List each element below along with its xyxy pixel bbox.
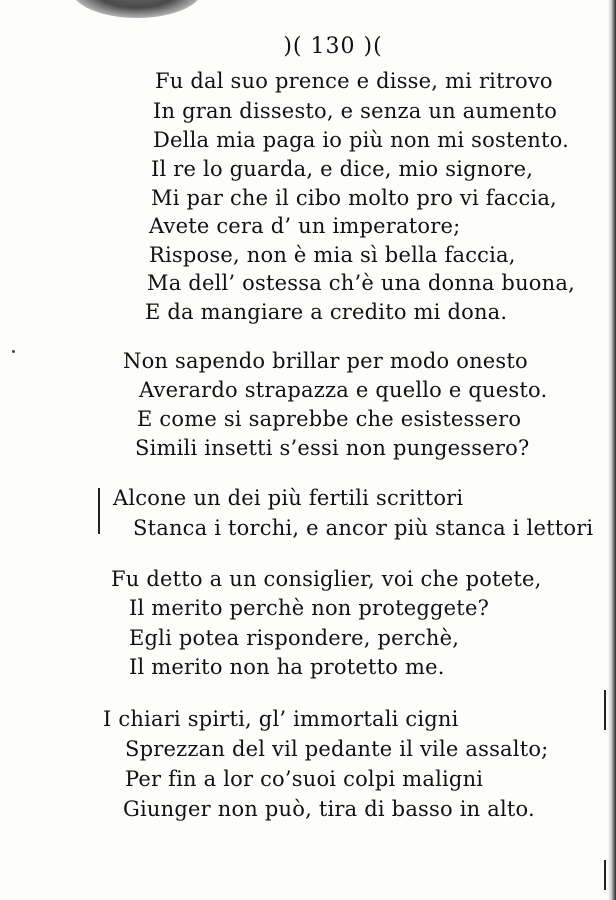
poem-line: Stanca i torchi, e ancor più stanca i lettori	[133, 516, 594, 540]
poem-line: Giunger non può, tira di basso in alto.	[123, 797, 535, 821]
poem-line: Avete cera d’ un imperatore;	[149, 214, 461, 238]
page-edge-shadow	[608, 0, 616, 900]
poem-line: Della mia paga io più non mi sostento.	[153, 128, 569, 152]
poem-line: Simili insetti s’essi non pungessero?	[135, 436, 530, 460]
poem-line: Il merito non ha protetto me.	[129, 655, 445, 679]
poem-line: E da mangiare a credito mi dona.	[145, 300, 508, 324]
page-number: )( 130 )(	[283, 34, 383, 59]
poem-line: I chiari spirti, gl’ immortali cigni	[103, 707, 459, 731]
poem-line: Fu detto a un consiglier, voi che potete,	[111, 567, 542, 591]
poem-line: E come si saprebbe che esistessero	[137, 407, 522, 431]
margin-mark	[604, 860, 606, 890]
library-stamp-mark	[72, 0, 202, 18]
poem-line: Averardo strapazza e quello e questo.	[139, 378, 548, 402]
poem-line: In gran dissesto, e senza un aumento	[153, 99, 558, 123]
poem-line: Alcone un dei più fertili scrittori	[113, 486, 464, 510]
poem-line: Il re lo guarda, e dice, mio signore,	[151, 157, 534, 181]
poem-line: Mi par che il cibo molto pro vi faccia,	[151, 186, 557, 210]
paper-speck	[12, 350, 15, 353]
poem-line: Fu dal suo prence e disse, mi ritrovo	[155, 69, 553, 93]
poem-line: Per fin a lor co’suoi colpi maligni	[125, 767, 484, 791]
poem-line: Egli potea rispondere, perchè,	[129, 626, 460, 650]
poem-line: Rispose, non è mia sì bella faccia,	[149, 243, 516, 267]
margin-mark	[604, 690, 606, 730]
poem-line: Sprezzan del vil pedante il vile assalto;	[125, 737, 549, 761]
poem-line: Ma dell’ ostessa ch’è una donna buona,	[147, 271, 575, 295]
margin-mark	[98, 488, 100, 534]
poem-line: Non sapendo brillar per modo onesto	[123, 349, 528, 373]
poem-line: Il merito perchè non proteggete?	[129, 596, 490, 620]
